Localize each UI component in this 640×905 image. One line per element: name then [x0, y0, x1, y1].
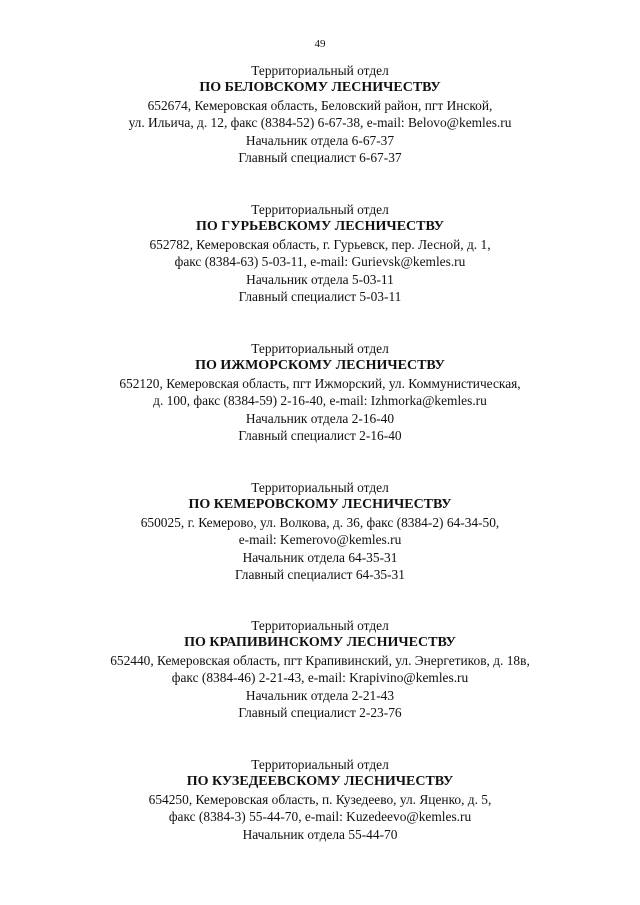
page-number: 49 [314, 38, 326, 50]
section-heading: Территориальный отдел [251, 202, 389, 217]
head-of-department-phone: Начальник отдела 5-03-11 [246, 271, 394, 287]
address-line: факс (8384-63) 5-03-11, e-mail: Gurievsk@kemles.ru [174, 254, 466, 270]
department-section-gurievsk [0, 201, 640, 305]
head-of-department-phone: Начальник отдела 6-67-37 [245, 132, 395, 148]
address-line: 652440, Кемеровская область, пгт Крапивинский, ул. Энергетиков, д. 18в, [110, 652, 530, 668]
chief-specialist-phone: Главный специалист 2-16-40 [238, 428, 402, 444]
department-name: ПО БЕЛОВСКОМУ ЛЕСНИЧЕСТВУ [199, 80, 441, 96]
address-line: 650025, г. Кемерово, ул. Волкова, д. 36, факс (8384-2) 64-34-50, [140, 514, 500, 530]
department-section-krapivino [0, 617, 640, 721]
address-line: 652674, Кемеровская область, Беловский район, пгт Инской, [147, 97, 493, 113]
department-name: ПО ГУРЬЕВСКОМУ ЛЕСНИЧЕСТВУ [196, 219, 444, 235]
address-line: факс (8384-46) 2-21-43, e-mail: Krapivino@kemles.ru [171, 670, 469, 686]
chief-specialist-phone: Главный специалист 2-23-76 [238, 705, 402, 721]
address-line: 654250, Кемеровская область, п. Кузедеево, ул. Яценко, д. 5, [148, 791, 492, 807]
department-name: ПО КЕМЕРОВСКОМУ ЛЕСНИЧЕСТВУ [188, 497, 452, 513]
section-heading: Территориальный отдел [251, 63, 389, 78]
section-heading: Территориальный отдел [251, 757, 389, 772]
chief-specialist-phone: Главный специалист 64-35-31 [235, 567, 405, 583]
address-line: e-mail: Kemerovo@kemles.ru [238, 532, 402, 548]
address-line: д. 100, факс (8384-59) 2-16-40, e-mail: Izhmorka@kemles.ru [153, 393, 487, 409]
address-line: факс (8384-3) 55-44-70, e-mail: Kuzedeevo@kemles.ru [168, 809, 472, 825]
chief-specialist-phone: Главный специалист 5-03-11 [238, 289, 402, 305]
department-section-belovo [0, 62, 640, 166]
department-name: ПО ИЖМОРСКОМУ ЛЕСНИЧЕСТВУ [195, 358, 445, 374]
department-name: ПО КРАПИВИНСКОМУ ЛЕСНИЧЕСТВУ [184, 635, 456, 651]
address-line: ул. Ильича, д. 12, факс (8384-52) 6-67-38, e-mail: Belovo@kemles.ru [128, 115, 512, 131]
department-section-kemerovo [0, 479, 640, 583]
department-section-kuzedeevo [0, 756, 640, 843]
department-section-izhmorka [0, 340, 640, 444]
address-line: 652782, Кемеровская область, г. Гурьевск, пер. Лесной, д. 1, [149, 236, 491, 252]
section-heading: Территориальный отдел [251, 341, 389, 356]
head-of-department-phone: Начальник отдела 2-16-40 [245, 410, 395, 426]
head-of-department-phone: Начальник отдела 2-21-43 [245, 687, 395, 703]
head-of-department-phone: Начальник отдела 55-44-70 [242, 826, 398, 842]
head-of-department-phone: Начальник отдела 64-35-31 [242, 549, 398, 565]
address-line: 652120, Кемеровская область, пгт Ижморский, ул. Коммунистическая, [119, 375, 521, 391]
section-heading: Территориальный отдел [251, 618, 389, 633]
section-heading: Территориальный отдел [251, 480, 389, 495]
department-name: ПО КУЗЕДЕЕВСКОМУ ЛЕСНИЧЕСТВУ [186, 774, 454, 790]
chief-specialist-phone: Главный специалист 6-67-37 [238, 150, 402, 166]
